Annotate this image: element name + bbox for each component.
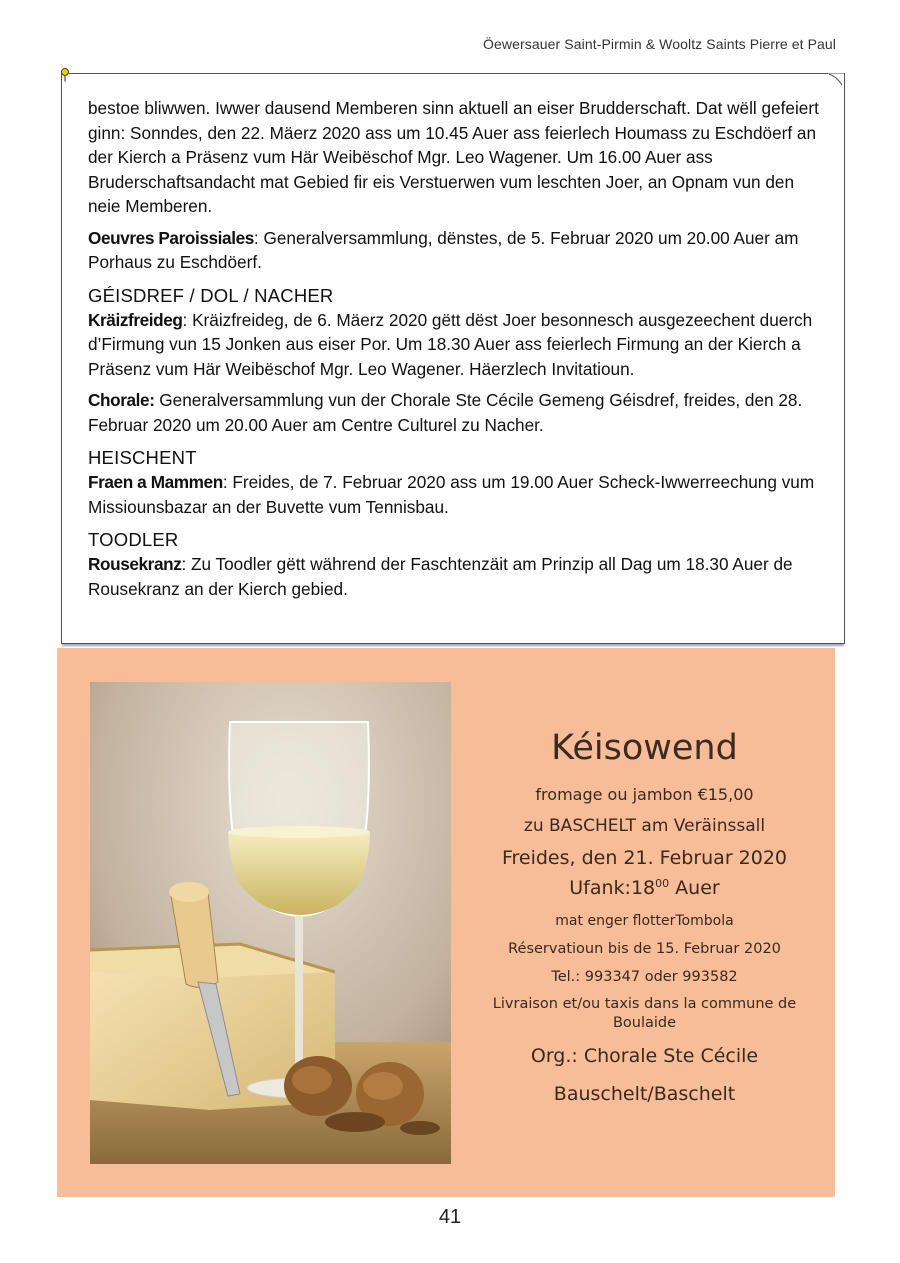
event-start (472, 871, 817, 901)
keyword-kraizfreideg: Kräizfreideg (88, 309, 183, 330)
paragraph-rousekranz (88, 552, 823, 601)
event-place: Bauschelt/Baschelt (553, 1083, 736, 1105)
event-venue: zu BASCHELT am Veräinssall (523, 816, 766, 836)
keyword-chorale: Chorale: (88, 390, 155, 410)
event-title: Kéisowend (551, 728, 738, 768)
event-delivery: Livraison et/ou taxis dans la commune de Boulaide (492, 996, 797, 1031)
paragraph-fraen (88, 470, 823, 519)
event-info (472, 726, 817, 1107)
article-content (88, 96, 823, 608)
keyword-rousekranz: Rousekranz (88, 554, 182, 574)
keisowend-flyer (57, 648, 835, 1197)
text-rousekranz: : Zu Toodler gëtt während der Faschtenzäit am Prinzip all Dag um 18.30 Auer de Rousekranz an der Kierch gebied. (88, 554, 793, 599)
page-fold-icon (827, 73, 845, 87)
event-start-prefix: Ufank:18 (569, 877, 656, 899)
text-kraizfreideg: : Kräizfreideg, de 6. Mäerz 2020 gëtt dëst Joer besonnesch ausgezeechent duerch d’Firmung vun 15 Jonken aus eiser Por. Um 18.30 Auer ass feierlech Firmung an der Kierch a Präsenz vum Här Weibëschof Mgr. Leo Wagener. Häerzlech Invitatioun. (88, 309, 813, 379)
keyword-fraen: Fraen a Mammen (88, 472, 223, 492)
section-heading-toodler: TOODLER (88, 529, 179, 550)
event-price: fromage ou jambon €15,00 (535, 785, 754, 804)
page-number: 41 (438, 1206, 462, 1228)
event-phone: Tel.: 993347 oder 993582 (551, 969, 738, 985)
paragraph-oeuvres (88, 226, 823, 275)
keyword-oeuvres: Oeuvres Paroissiales (88, 227, 254, 248)
text-oeuvres: : Generalversammlung, dënstes, de 5. Februar 2020 um 20.00 Auer am Porhaus zu Eschdöerf. (88, 227, 799, 272)
event-organizer: Org.: Chorale Ste Cécile (530, 1045, 759, 1067)
event-start-suffix: Auer (669, 877, 720, 899)
pin-icon (60, 68, 70, 82)
section-heading-geisdref: GÉISDREF / DOL / NACHER (88, 284, 334, 306)
text-fraen: : Freides, de 7. Februar 2020 ass um 19.00 Auer Scheck-Iwwerreechung vum Missiounsbazar an der Buvette vum Tennisbau. (88, 472, 815, 517)
event-start-sup: 00 (655, 877, 670, 890)
paragraph-chorale (88, 388, 823, 437)
running-header: Öewersauer Saint-Pirmin & Wooltz Saints Pierre et Paul (483, 36, 836, 52)
section-heading-heischent: HEISCHENT (88, 447, 197, 468)
paragraph-kraizfreideg (88, 308, 823, 382)
event-tombola: mat enger flotterTombola (555, 913, 734, 929)
wine-cheese-photo (90, 682, 451, 1164)
text-chorale: Generalversammlung vun der Chorale Ste Cécile Gemeng Géisdref, freides, den 28. Februar 2020 um 20.00 Auer am Centre Culturel zu Nacher. (88, 390, 803, 435)
event-reservation: Réservatioun bis de 15. Februar 2020 (508, 941, 781, 957)
event-date: Freides, den 21. Februar 2020 (501, 847, 788, 869)
article-box (61, 73, 845, 644)
paragraph-brotherhood: bestoe bliwwen. Iwwer dausend Memberen sinn aktuell an eiser Brudderschaft. Dat wëll gefeiert ginn: Sonndes, den 22. Mäerz 2020 ass um 10.45 Auer ass feierlech Houmass zu Eschdöerf an der Kierch a Präsenz vum Här Weibëschof Mgr. Leo Wagener. Um 16.00 Auer ass Bruderschaftsandacht mat Gebied fir eis Verstuerwen vum leschten Joer, an Opnam vun den neie Memberen. (88, 98, 819, 216)
